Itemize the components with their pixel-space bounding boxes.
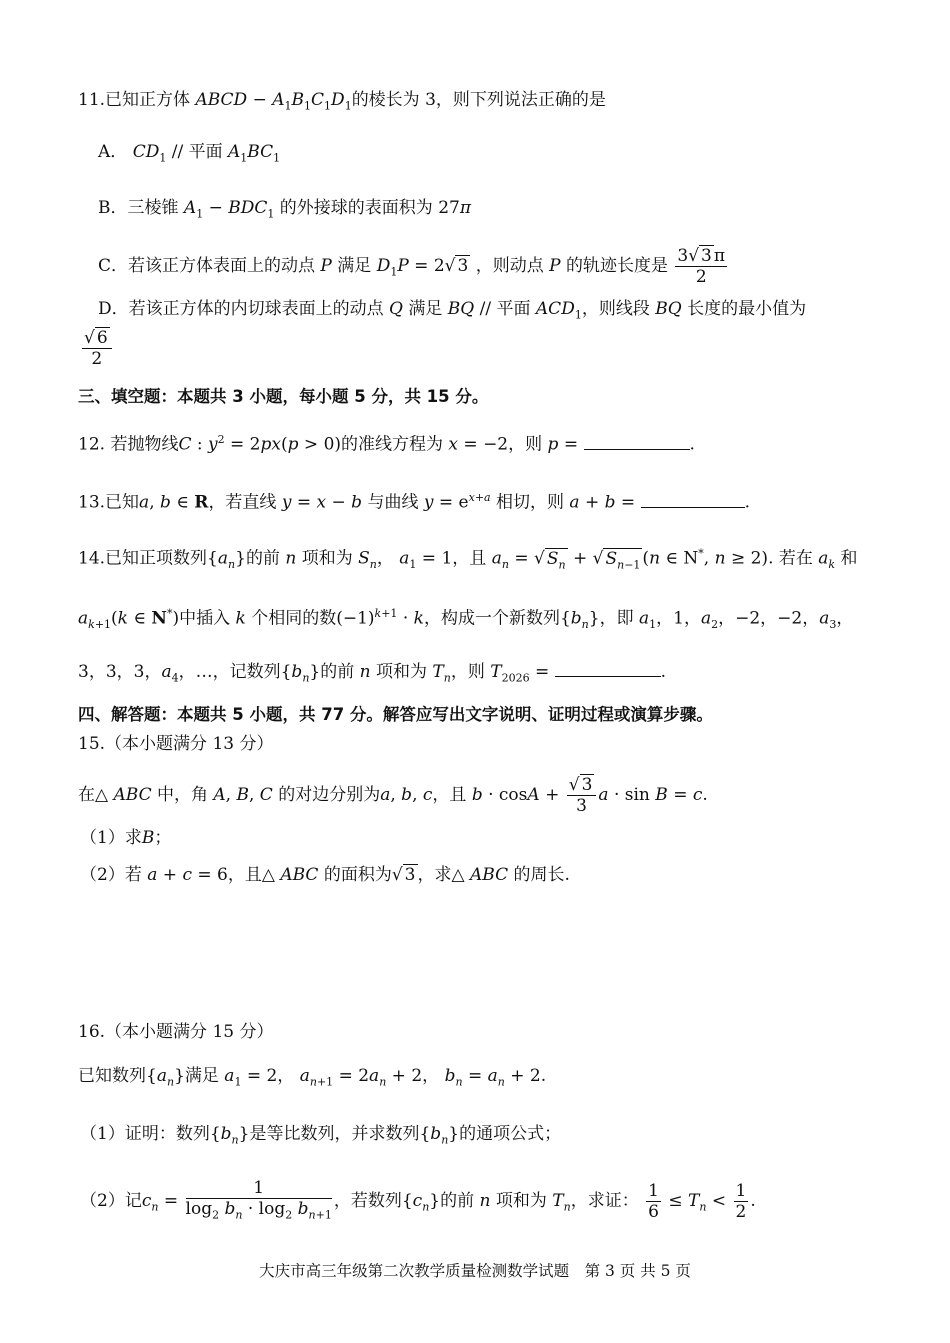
q13-answer-blank: [641, 506, 745, 508]
q14-line-3: 3，3，3，$a_4$，…，记数列$\{b_n\}$的前 n 项和为 $T_n$，则 $T_{2026}$ = .: [78, 662, 667, 685]
q12: 12. 若抛物线C : $y^2 = 2px(p > 0)$的准线方程为 x = −2，则 p = .: [78, 433, 695, 455]
q11-option-b: B．三棱锥 $A_1 - BDC_1$ 的外接球的表面积为 27π: [98, 198, 472, 221]
q15-heading: 15.（本小题满分 13 分）: [78, 734, 274, 754]
q11-option-d: D．若该正方体的内切球表面上的动点 Q 满足 BQ // 平面 $ACD_1$，则线段 BQ 长度的最小值为: [98, 299, 807, 322]
page-footer: 大庆市高三年级第二次教学质量检测数学试题 第 3 页 共 5 页: [259, 1262, 691, 1280]
q11-option-d-answer: $\frac{√ 6}{2}$: [80, 328, 114, 369]
q16-stem: 已知数列$\{a_n\}$满足 $a_1 = 2$， $a_{n+1} = 2a_n + 2$， $b_n = a_n + 2$.: [78, 1066, 547, 1089]
q11-option-a: A． $CD_1$ // 平面 $A_1BC_1$: [98, 142, 281, 165]
q14-line-1: 14.已知正项数列$\{a_n\}$的前 n 项和为 $S_n$， $a_1 = 1$，且 $a_n$ = √ $S_n$ + √ $S_{n-1}$ (n ∈ N*, n ≥ 2). 若在 $a_k$ 和: [78, 547, 858, 572]
q15-stem: 在△ ABC 中，角 A, B, C 的对边分别为a, b, c，且 b · cosA + $\frac{√ 3}{3}$ a · sin B = c.: [78, 775, 708, 816]
q16-part-2: （2）记$c_n$ = $\frac{1}{\log_2 b_n \cdot \log_2 b_{n+1}}$ ，若数列$\{c_n\}$的前 n 项和为 $T_n$，求证： $\frac{1}{6}$ ≤ $T_n$ < $\frac{1}{2}$ .: [80, 1178, 756, 1223]
q13: 13.已知a, b ∈ R，若直线 y = x − b 与曲线 $y = e^{x+a}$ 相切，则 a + b = .: [78, 491, 750, 513]
q15-part-1: （1）求B；: [80, 828, 172, 848]
section-4-heading: 四、解答题：本题共 5 小题，共 77 分。解答应写出文字说明、证明过程或演算步骤。: [78, 705, 713, 724]
q12-answer-blank: [584, 448, 690, 450]
q16-heading: 16.（本小题满分 15 分）: [78, 1022, 274, 1042]
q11-option-c: C．若该正方体表面上的动点 P 满足 $D_1P = 2√$ 3 ，则动点 P 的轨迹长度是 $\frac{3√ 3 \pi}{2}$: [98, 246, 726, 287]
q11-stem: 11.已知正方体 ABCD − $A_1B_1C_1D_1$的棱长为 3，则下列说法正确的是: [78, 90, 606, 113]
q14-answer-blank: [555, 675, 661, 677]
section-3-heading: 三、填空题：本题共 3 小题，每小题 5 分，共 15 分。: [78, 387, 489, 406]
q16-part-1: （1）证明：数列$\{b_n\}$是等比数列，并求数列$\{b_n\}$的通项公式；: [80, 1124, 562, 1147]
q15-part-2: （2）若 a + c = 6，且△ ABC 的面积为√ 3 ，求△ ABC 的周长.: [80, 865, 570, 885]
q14-line-2: $a_{k+1}(k$ ∈ N*)中插入 k 个相同的数$(-1)^{k+1} \cdot k$，构成一个新数列$\{b_n\}$，即 $a_1$，1，$a_2$，−2，−2，$a_3$，: [78, 607, 854, 632]
